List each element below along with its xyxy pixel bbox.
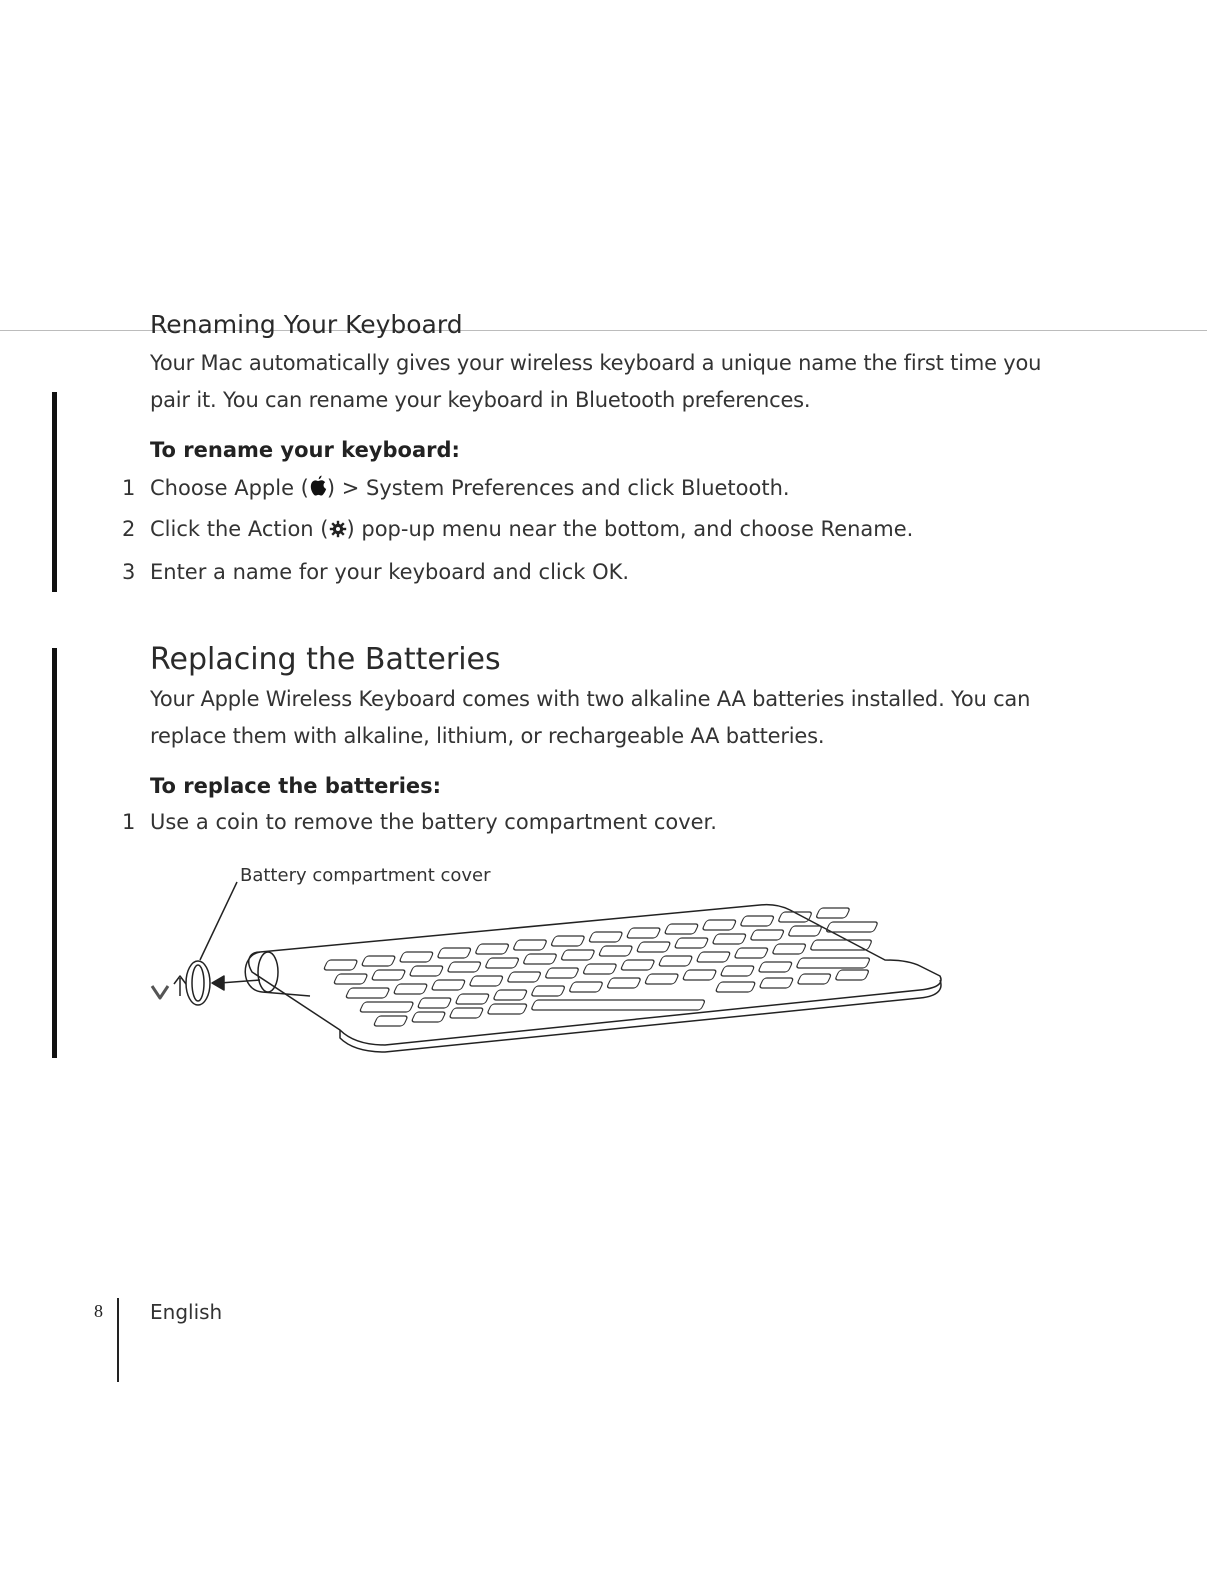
footer-divider xyxy=(117,1298,119,1382)
paragraph-line: replace them with alkaline, lithium, or rechargeable AA batteries. xyxy=(150,724,825,748)
change-bar-section2 xyxy=(52,648,57,1058)
step-item xyxy=(122,810,717,834)
page-number: 8 xyxy=(94,1301,103,1321)
subheading-replace: To replace the batteries: xyxy=(150,774,442,798)
step-item xyxy=(122,517,913,543)
step-text: Click the Action ( xyxy=(150,517,329,541)
gear-icon xyxy=(329,519,347,543)
subheading-rename: To rename your keyboard: xyxy=(150,438,460,462)
paragraph-line: pair it. You can rename your keyboard in Bluetooth preferences. xyxy=(150,388,811,412)
section-title-renaming: Renaming Your Keyboard xyxy=(150,310,463,339)
step-item xyxy=(122,475,790,502)
removal-arrow xyxy=(220,980,260,983)
step-text: Enter a name for your keyboard and click OK. xyxy=(150,560,630,584)
step-number: 3 xyxy=(122,560,136,584)
figure-callout-label: Battery compartment cover xyxy=(240,865,491,886)
apple-icon xyxy=(309,475,327,502)
callout-leader-line xyxy=(200,882,237,960)
rotate-arrow-icon xyxy=(174,976,186,996)
step-text: ) > System Preferences and click Bluetooth. xyxy=(326,476,790,500)
battery-tube-end xyxy=(258,952,278,992)
step-text: ) pop-up menu near the bottom, and choose Rename. xyxy=(346,517,914,541)
keyboard-keys xyxy=(323,908,878,1026)
paragraph-line: Your Mac automatically gives your wireless keyboard a unique name the first time you xyxy=(150,351,1042,375)
step-item xyxy=(122,560,629,584)
step-text: Choose Apple ( xyxy=(150,476,309,500)
wireless-keyboard-illustration xyxy=(140,880,960,1080)
paragraph-line: Your Apple Wireless Keyboard comes with two alkaline AA batteries installed. You can xyxy=(150,687,1031,711)
footer-language: English xyxy=(150,1300,223,1324)
section-title-batteries: Replacing the Batteries xyxy=(150,642,501,677)
battery-cover xyxy=(186,961,210,1005)
step-number: 1 xyxy=(122,476,136,500)
change-bar-section1 xyxy=(52,392,57,592)
step-number: 1 xyxy=(122,810,136,834)
step-number: 2 xyxy=(122,517,136,541)
step-text: Use a coin to remove the battery compartment cover. xyxy=(150,810,717,834)
